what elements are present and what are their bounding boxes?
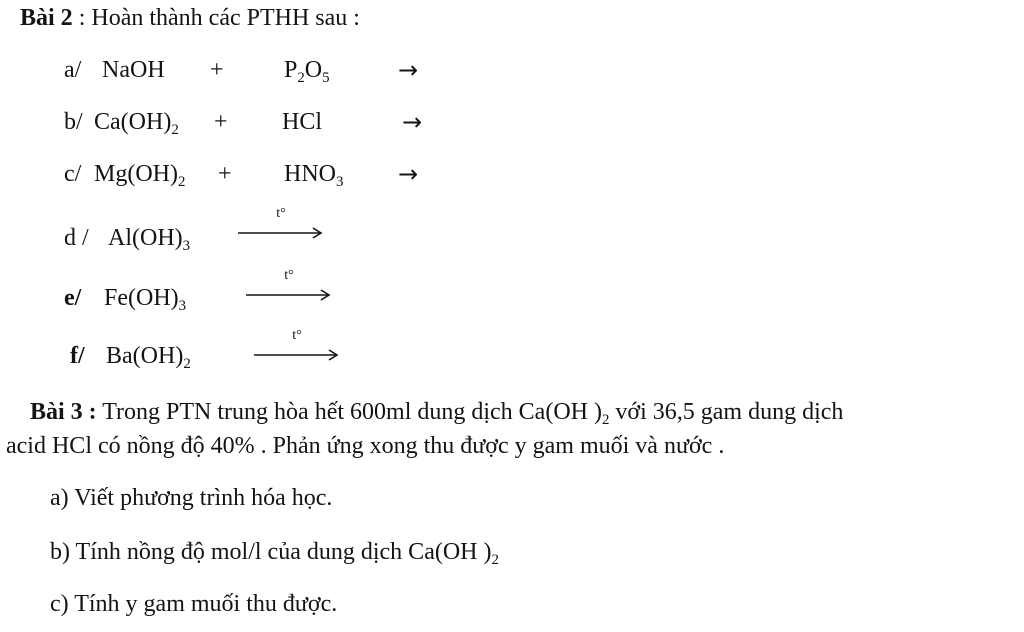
bai2-heading-bold: Bài 2 (20, 5, 73, 31)
equation-c-reactant1: $Mg(OH)_2$ (94, 161, 186, 190)
heat-condition-label: t° (284, 268, 294, 283)
equation-a (64, 56, 434, 86)
equation-c-reactant2: $HNO_3$ (284, 161, 344, 190)
bai3-heading-bold: Bài 3 : (30, 399, 97, 425)
bai2-heading-text: : Hoàn thành các PTHH sau : (72, 5, 360, 31)
equation-e (64, 268, 364, 314)
equation-e-label: e/ (64, 285, 82, 311)
equation-b-reactant2: HCl (282, 109, 323, 135)
bai3-line1 (30, 398, 843, 429)
equation-f (70, 328, 370, 372)
bai3-line2: acid HCl có nồng độ 40% . Phản ứng xong thu được y gam muối và nước . (6, 433, 725, 459)
equation-a-plus: + (210, 57, 224, 83)
bai3-question-c: c) Tính y gam muối thu được. (50, 591, 338, 617)
heat-condition-label: t° (276, 206, 286, 221)
equation-c-plus: + (218, 161, 232, 187)
equation-e-heat-arrow (244, 268, 334, 306)
equation-a-reactant2: $P_2O_5$ (284, 57, 330, 86)
bai2-heading (20, 4, 360, 32)
bai3-line1-sub: 2 (601, 411, 610, 428)
equation-b-arrow: → (402, 108, 423, 136)
equation-f-label: f/ (70, 343, 85, 369)
equation-d (64, 206, 364, 254)
equation-d-heat-arrow (236, 206, 326, 244)
equation-f-heat-arrow (252, 328, 342, 366)
equation-b-plus: + (214, 109, 228, 135)
equation-f-reactant: $Ba(OH)_2$ (106, 343, 191, 372)
arrow-right-icon (244, 288, 334, 302)
bai3-question-a: a) Viết phương trình hóa học. (50, 485, 333, 511)
equation-b-label: b/ (64, 109, 83, 135)
equation-d-label: d / (64, 225, 89, 251)
heat-condition-label: t° (292, 328, 302, 343)
equation-c-arrow: → (398, 160, 419, 188)
equation-d-reactant: $Al(OH)_3$ (108, 225, 191, 254)
bai3-line1-text-a: Trong PTN trung hòa hết 600ml dung dịch Ca(OH ) (96, 399, 602, 425)
bai3-line1-text-b: với 36,5 gam dung dịch (609, 399, 844, 425)
equation-e-reactant: $Fe(OH)_3$ (104, 285, 187, 314)
equation-b (64, 108, 434, 138)
equation-a-reactant1: NaOH (102, 57, 165, 83)
equation-a-label: a/ (64, 57, 82, 83)
equation-c-label: c/ (64, 161, 82, 187)
bai3-question-b: b) Tính nồng độ mol/l của dung dịch Ca(OH )$_2$ (50, 539, 499, 568)
arrow-right-icon (236, 226, 326, 240)
equation-b-reactant1: $Ca(OH)_2$ (94, 109, 179, 138)
arrow-right-icon (252, 348, 342, 362)
equation-a-arrow: → (398, 56, 419, 84)
equation-c (64, 160, 434, 190)
